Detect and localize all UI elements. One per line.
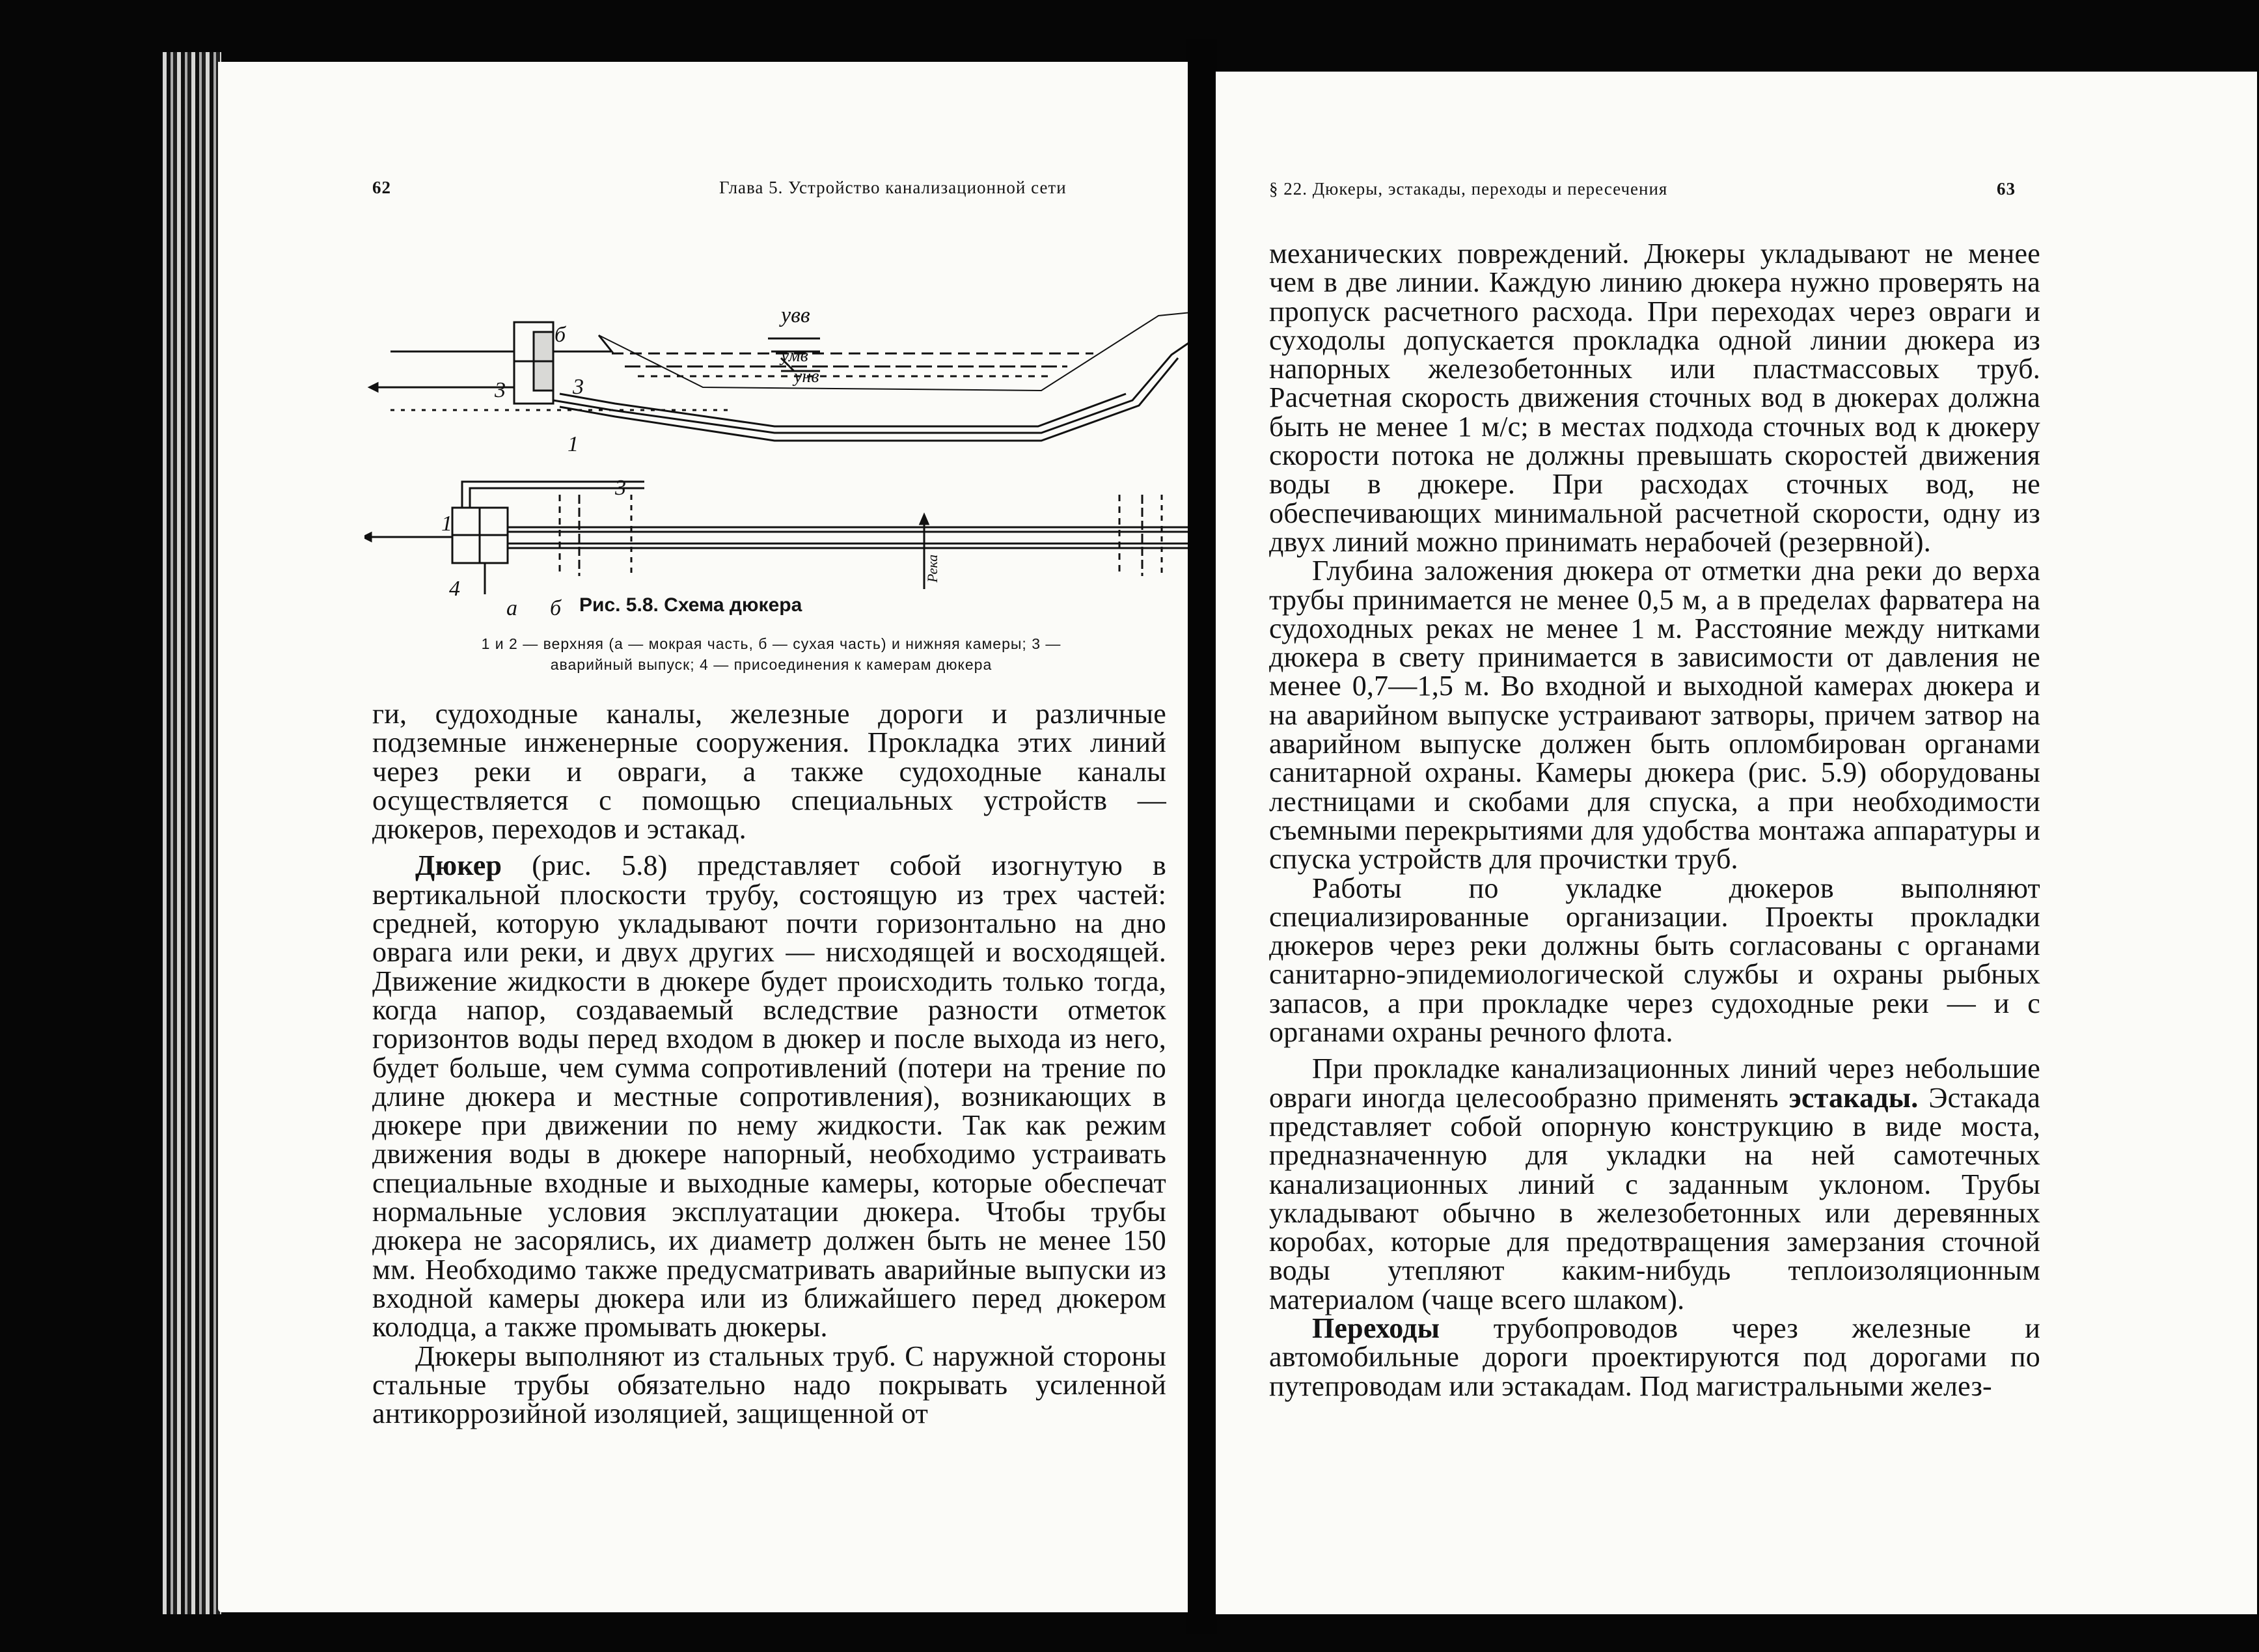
right-page	[1216, 72, 2257, 1614]
label-section-1: 1	[568, 432, 579, 456]
paragraph	[372, 851, 1166, 1342]
paragraph: ги, судоходные каналы, железные дороги и различные подземные инженерные сооружения. Прокладка этих линий через реки и овраги, а также судоходные каналы осуществляется с помощью специальных устройств — дюкеров, переходов и эстакад.	[372, 698, 1166, 846]
figure-caption: Рис. 5.8. Схема дюкера	[579, 594, 802, 616]
label-section-b: б	[554, 323, 566, 347]
label-section-3b: 3	[573, 375, 584, 399]
paragraph-text: Эстакада представляет собой опорную конструкцию в виде моста, предназначенную для укладки на ней самотечных канализационных линий с заданным уклоном. Трубы укладывают обычно в железобетонных или деревянных коробах, которые для предотвращения замерзания сточной воды утепляют каким-нибудь теплоизоляционным материалом (чаще всего шлаком).	[1269, 1081, 2040, 1315]
figure-plan-view	[364, 482, 1188, 594]
label-plan-1: 1	[441, 512, 452, 536]
figure-legend	[368, 633, 1175, 675]
figure-diuker-scheme	[364, 238, 1188, 628]
term-perehody: Переходы	[1312, 1312, 1440, 1344]
paragraph: Работы по укладке дюкеров выполняют специализированные организации. Проекты прокладки дюкеров через реки должны быть согласованы с органами санитарно-эпидемиологической службы и охраны рыбных запасов, а при прокладке через судоходные реки — и с органами охраны речного флота.	[1269, 872, 2040, 1049]
label-plan-b: б	[550, 596, 562, 620]
label-plan-a: а	[506, 596, 517, 620]
label-plan-4-left: 4	[449, 577, 460, 601]
figure-section-view	[370, 309, 1188, 441]
label-uvv: увв	[781, 303, 810, 327]
paragraph	[1269, 1314, 2040, 1401]
label-umv: умв	[781, 346, 808, 366]
label-section-3: 3	[495, 378, 506, 402]
figure-legend-line-1: 1 и 2 — верхняя (а — мокрая часть, б — сухая часть) и нижняя камеры; 3 —	[481, 635, 1061, 652]
term-estakady: эстакады.	[1788, 1081, 1919, 1114]
paragraph: Глубина заложения дюкера от отметки дна реки до верха трубы принимается не менее 0,5 м, а в пределах фарватера на судоходных реках не менее 1 м. Расстояние между нитками дюкера в свету принимается в зависимости от давления не менее 0,7—1,5 м. Во входной и выходной камерах дюкера и на аварийном выпуске устраивают затворы, причем затвор на аварийном выпуске должен быть опломбирован органами санитарной охраны. Камеры дюкера (рис. 5.9) оборудованы лестницами и скобами для спуска, а при необходимости съемными перекрытиями для удобства монтажа аппаратуры и спуска устройств для прочистки труб.	[1269, 555, 2040, 875]
figure-legend-line-2: аварийный выпуск; 4 — присоединения к камерам дюкера	[550, 656, 993, 673]
running-head-left: Глава 5. Устройство канализационной сети	[719, 178, 1067, 197]
running-head-right: § 22. Дюкеры, эстакады, переходы и пересечения	[1269, 179, 1668, 199]
right-page-body	[1269, 240, 2040, 1401]
paragraph: Дюкеры выполняют из стальных труб. С наружной стороны стальные трубы обязательно надо покрывать усиленной антикоррозийной изоляцией, защищенной от	[372, 1340, 1166, 1430]
book-gutter	[1186, 39, 1217, 1634]
term-duker: Дюкер	[415, 849, 502, 882]
paragraph-text: (рис. 5.8) представляет собой изогнутую в вертикальной плоскости трубу, состоящую из трех частей: средней, которую укладывают почти горизонтально на дно оврага или реки, и двух других — нисходящей и восходящей. Движение жидкости в дюкере будет происходить только тогда, когда напор, создаваемый вследствие разности отметок горизонтов воды перед входом в дюкер и после выхода из него, будет больше, чем сумма сопротивлений (потери на трение по длине дюкера и местные сопротивления), возникающих в дюкере при движении по нему жидкости. Так как режим движения воды в дюкере напорный, необходимо устраивать специальные входные и выходные камеры, которые обеспечат нормальные условия эксплуатации дюкера. Чтобы трубы дюкера не засорялись, их диаметр должен быть не менее 150 мм. Необходимо также предусматривать аварийные выпуски из входной камеры дюкера или из ближайшего перед дюкером колодца, а также промывать дюкеры.	[372, 849, 1166, 1343]
page-number-right: 63	[1997, 179, 2016, 199]
paragraph: механических повреждений. Дюкеры укладывают не менее чем в две линии. Каждую линию дюкера нужно проверять на пропуск расчетного расхода. При переходах через овраги и суходолы допускается прокладка одной линии дюкера из напорных железобетонных или пластмассовых труб. Расчетная скорость движения сточных вод в дюкерах должна быть не менее 1 м/с; в местах подхода сточных вод к дюкеру скорости потока не должны превышать скоростей движения воды в дюкере. При расходах сточных вод, не обеспечивающих минимальной расчетной скорости, одну из двух линий можно принимать нерабочей (резервной).	[1269, 238, 2040, 558]
left-page	[218, 62, 1188, 1612]
label-plan-3: 3	[615, 476, 626, 500]
paragraph-text: трубопроводов через железные и автомобильные дороги проектируются под дорогами по путепроводам или эстакадам. Под магистральными желез-	[1269, 1312, 2040, 1402]
left-page-body	[372, 700, 1166, 1428]
paragraph-text: При прокладке канализационных линий через небольшие овраги иногда целесообразно применять	[1269, 1053, 2040, 1114]
paragraph	[1269, 1054, 2040, 1314]
label-river: Река	[924, 554, 940, 583]
label-unv: унв	[794, 366, 819, 387]
page-number-left: 62	[372, 178, 391, 197]
book-spine-edge	[163, 52, 221, 1614]
